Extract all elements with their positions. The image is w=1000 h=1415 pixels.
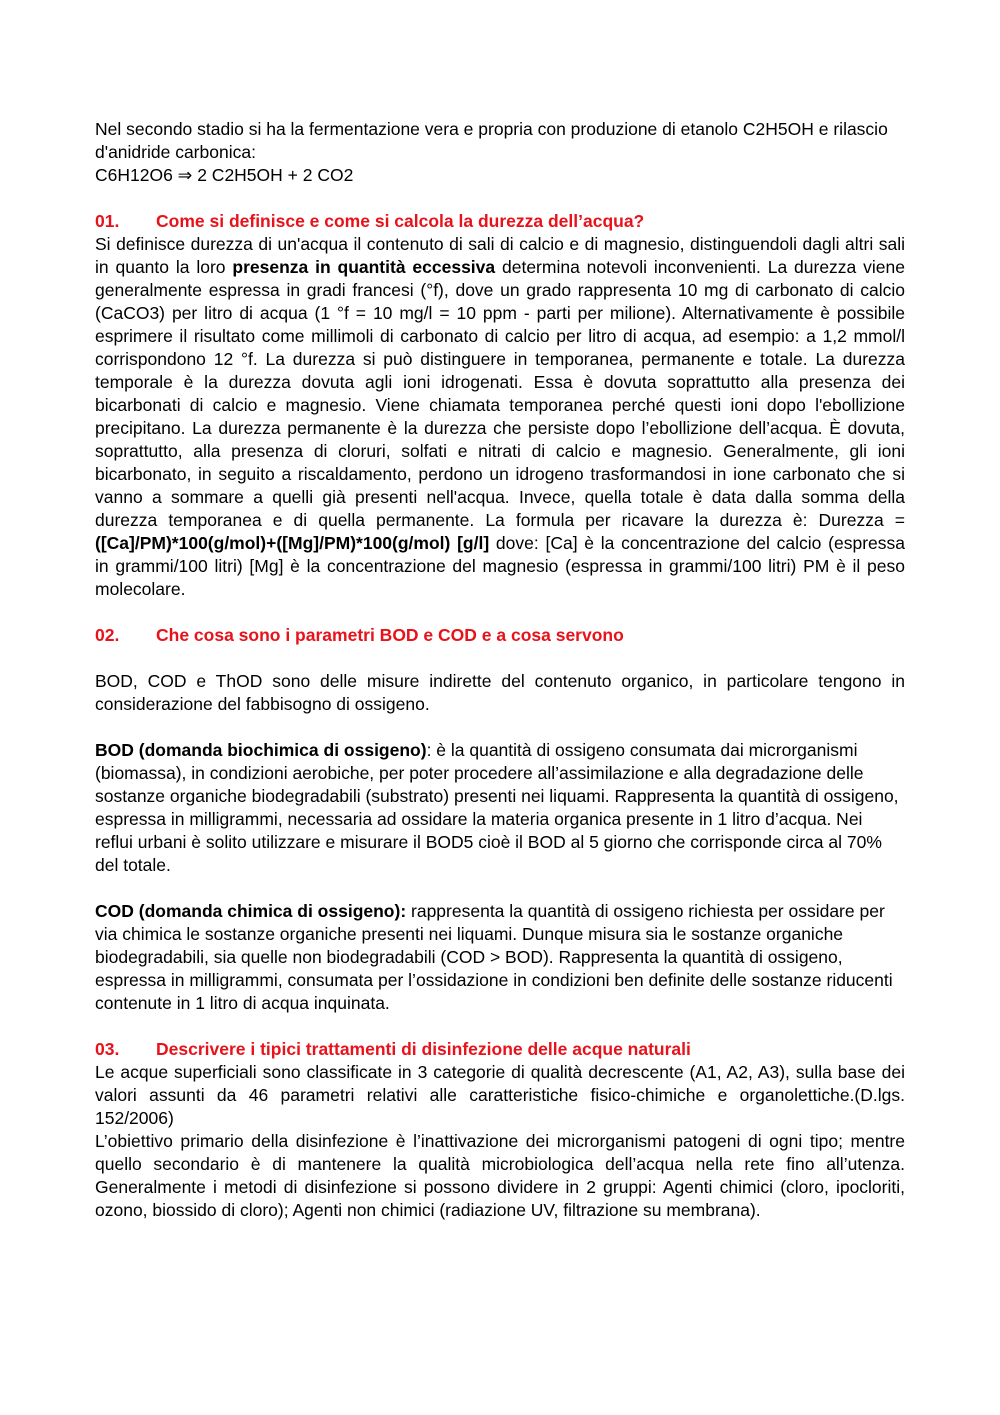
hardness-text-c: dove: [Ca] è la concentrazione del calcio (espressa in grammi/100 litri) [Mg] è la concentrazione del magnesio (espressa in grammi/100 litri) PM è il peso molecolare. [95, 533, 905, 599]
fermentation-equation: C6H12O6 ⇒ 2 C2H5OH + 2 CO2 [95, 165, 354, 185]
surface-water-paragraph: Le acque superficiali sono classificate in 3 categorie di qualità decrescente (A1, A2, A3), sulla base dei valori assunti da 46 parametri relativi alle caratteristiche fisico-chimiche e organolettiche.(D.lgs. 152/2006) [95, 1062, 905, 1128]
hardness-paragraph [95, 233, 905, 601]
hardness-formula: ([Ca]/PM)*100(g/mol)+([Mg]/PM)*100(g/mol) [g/l] [95, 533, 490, 553]
section-heading-01 [95, 210, 905, 233]
section-title: Che cosa sono i parametri BOD e COD e a cosa servono [156, 625, 624, 645]
section-heading-03 [95, 1038, 905, 1061]
cod-text: rappresenta la quantità di ossigeno richiesta per ossidare per via chimica le sostanze organiche presenti nei liquami. Dunque misura sia le sostanze organiche biodegradabili, sia quelle non biodegradabili (COD > BOD). Rappresenta la quantità di ossigeno, espressa in milligrammi, consumata per l’ossidazione in condizioni ben definite delle sostanze riducenti contenute in 1 litro di acqua inquinata. [95, 901, 893, 1013]
cod-paragraph [95, 900, 905, 1015]
document-page [95, 118, 905, 1222]
section-number: 03. [95, 1039, 120, 1059]
section-number: 02. [95, 625, 120, 645]
hardness-text-b: determina notevoli inconvenienti. La durezza viene generalmente espressa in gradi francesi (°f), dove un grado rappresenta 10 mg di carbonato di calcio (CaCO3) per litro di acqua (1 °f = 10 mg/l = 10 ppm - parti per milione). Alternativamente è possibile esprimere il risultato come millimoli di carbonato di calcio per litro di acqua, ad esempio: a 1,2 mmol/l corrispondono 12 °f. La durezza si può distinguere in temporanea, permanente e totale. La durezza temporale è la durezza dovuta agli ioni idrogenati. Essa è dovuta soprattutto alla presenza dei bicarbonati di calcio e magnesio. Viene chiamata temporanea perché questi ioni dopo l'ebollizione precipitano. La durezza permanente è la durezza che persiste dopo l’ebollizione dell’acqua. È dovuta, soprattutto, alla presenza di cloruri, solfati e nitrati di calcio e magnesio. Generalmente, gli ioni bicarbonato, in seguito a riscaldamento, perdono un idrogeno trasformandosi in ione carbonato che si vanno a sommare a quelli già presenti nell'acqua. Invece, quella totale è data dalla somma della durezza temporanea e di quella permanente. La formula per ricavare la durezza è: Durezza = [95, 257, 905, 530]
hardness-emphasis: presenza in quantità eccessiva [232, 257, 496, 277]
intro-text: Nel secondo stadio si ha la fermentazione vera e propria con produzione di etanolo C2H5OH e rilascio d'anidride carbonica: [95, 119, 888, 162]
cod-term: COD (domanda chimica di ossigeno): [95, 901, 407, 921]
bod-term: BOD (domanda biochimica di ossigeno) [95, 740, 427, 760]
hardness-text-a: Si definisce durezza di un'acqua il contenuto di sali di calcio e di magnesio, distinguendoli dagli altri sali in quanto la loro [95, 234, 905, 277]
section-number: 01. [95, 211, 120, 231]
section-title: Descrivere i tipici trattamenti di disinfezione delle acque naturali [156, 1039, 691, 1059]
section-title: Come si definisce e come si calcola la durezza dell’acqua? [156, 211, 645, 231]
section-heading-02 [95, 624, 905, 647]
disinfection-paragraph: L’obiettivo primario della disinfezione è l’inattivazione dei microrganismi patogeni di ogni tipo; mentre quello secondario è di mantenere la qualità microbiologica dell’acqua nella rete fino all’utenza. Generalmente i metodi di disinfezione si possono dividere in 2 gruppi: Agenti chimici (cloro, ipocloriti, ozono, biossido di cloro); Agenti non chimici (radiazione UV, filtrazione su membrana). [95, 1131, 905, 1220]
bod-cod-intro: BOD, COD e ThOD sono delle misure indirette del contenuto organico, in particolare tengono in considerazione del fabbisogno di ossigeno. [95, 671, 905, 714]
bod-text: : è la quantità di ossigeno consumata dai microrganismi (biomassa), in condizioni aerobiche, per poter procedere all’assimilazione e alla degradazione delle sostanze organiche biodegradabili (substrato) presenti nei liquami. Rappresenta la quantità di ossigeno, espressa in milligrammi, necessaria ad ossidare la materia organica presente in 1 litro d’acqua. Nei reflui urbani è solito utilizzare e misurare il BOD5 cioè il BOD al 5 giorno che corrisponde circa al 70% del totale. [95, 740, 899, 875]
intro-paragraph [95, 118, 907, 187]
bod-paragraph [95, 739, 905, 877]
